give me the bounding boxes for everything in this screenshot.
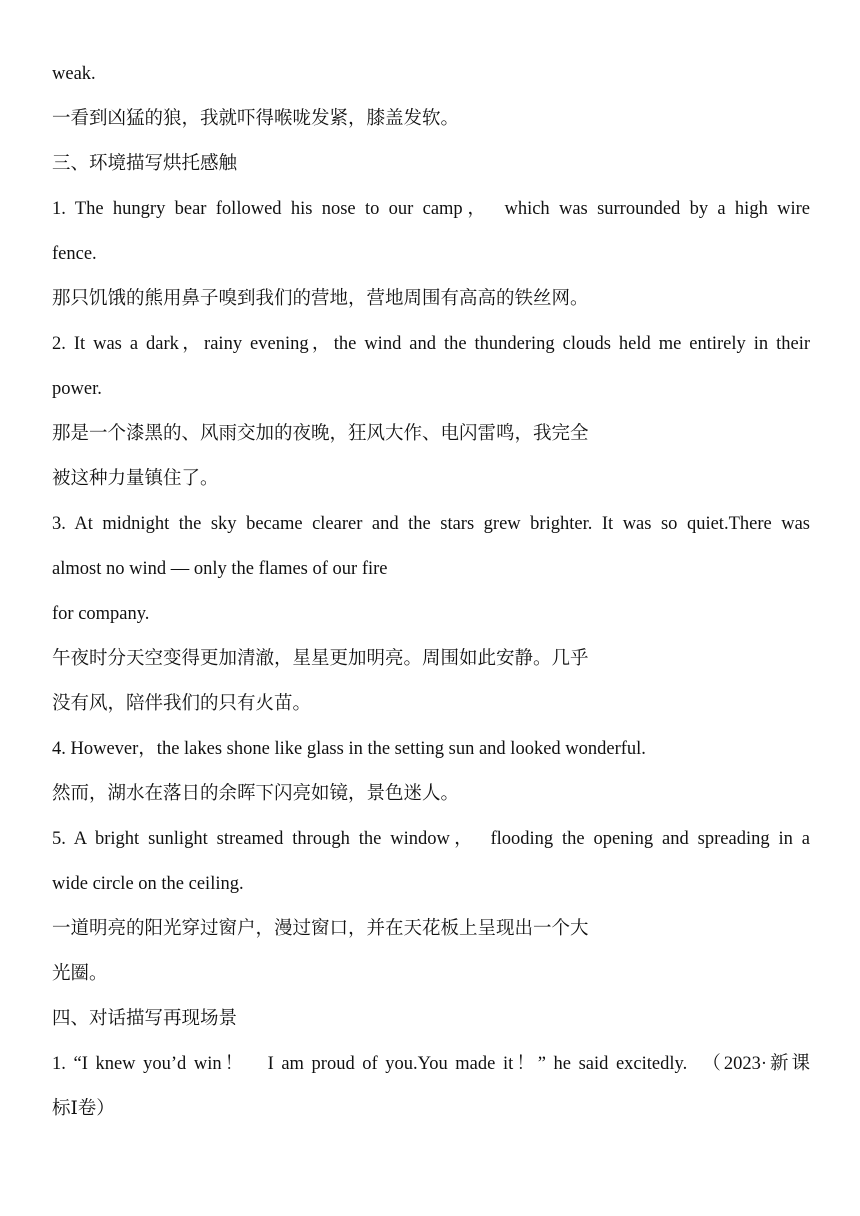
text-line-example-5-zh-cont: 光圈。 (52, 964, 108, 984)
text-line-weak: weak. (52, 64, 96, 84)
text-line-example-3-en-cont2: for company. (52, 604, 150, 624)
text-line-example-3-en-cont: almost no wind — only the flames of our fire (52, 559, 388, 579)
document-page (52, 52, 810, 1132)
text-line-example-3-zh: 午夜时分天空变得更加清澈，星星更加明亮。周围如此安静。几乎 (52, 649, 589, 669)
text-line-example-1-en: 1. The hungry bear followed his nose to our camp， which was surrounded by a high wire (52, 199, 810, 219)
text-line-example-1-zh: 那只饥饿的熊用鼻子嗅到我们的营地，营地周围有高高的铁丝网。 (52, 289, 589, 309)
text-line-wolf-translation: 一看到凶猛的狼，我就吓得喉咙发紧，膝盖发软。 (52, 109, 460, 129)
section-heading-environment: 三、环境描写烘托感触 (52, 154, 238, 174)
text-line-example-5-en: 5. A bright sunlight streamed through the window， flooding the opening and spreading in a (52, 829, 810, 849)
text-line-example-1-en-cont: fence. (52, 244, 97, 264)
text-line-example-2-en: 2. It was a dark，rainy evening，the wind and the thundering clouds held me entirely in their (52, 334, 810, 354)
text-line-dialogue-example-1-source: 标Ⅰ卷） (52, 1099, 115, 1119)
text-line-example-3-zh-cont: 没有风，陪伴我们的只有火苗。 (52, 694, 312, 714)
text-line-example-4-zh: 然而，湖水在落日的余晖下闪亮如镜，景色迷人。 (52, 784, 460, 804)
text-line-example-2-zh-cont: 被这种力量镇住了。 (52, 469, 219, 489)
text-line-example-2-zh: 那是一个漆黑的、风雨交加的夜晚，狂风大作、电闪雷鸣，我完全 (52, 424, 589, 444)
text-line-example-3-en: 3. At midnight the sky became clearer and the stars grew brighter. It was so quiet.There was (52, 514, 810, 534)
section-heading-dialogue: 四、对话描写再现场景 (52, 1009, 238, 1029)
text-line-example-4-en: 4. However，the lakes shone like glass in the setting sun and looked wonderful. (52, 739, 646, 759)
text-line-example-5-zh: 一道明亮的阳光穿过窗户，漫过窗口，并在天花板上呈现出一个大 (52, 919, 589, 939)
text-line-example-5-en-cont: wide circle on the ceiling. (52, 874, 244, 894)
text-line-dialogue-example-1: 1. “I knew you’d win！ I am proud of you.You made it！” he said excitedly. （2023·新课 (52, 1054, 810, 1074)
text-line-example-2-en-cont: power. (52, 379, 102, 399)
